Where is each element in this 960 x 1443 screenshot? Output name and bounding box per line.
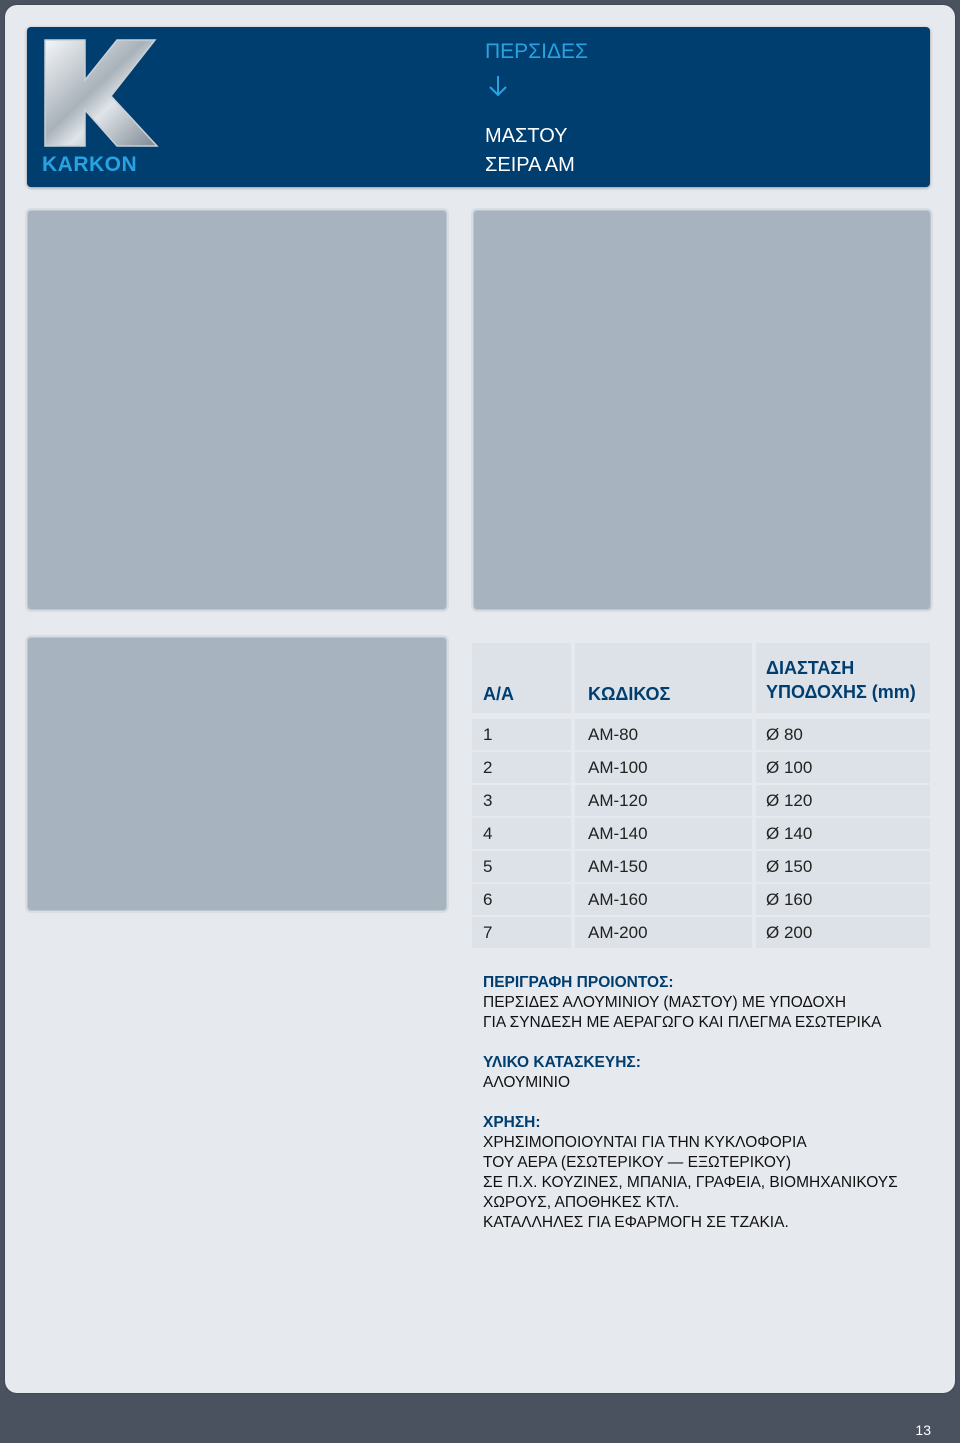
cell-dimension: Ø 140 [756,818,930,849]
product-image-3 [27,637,447,911]
cell-aa: 3 [472,785,571,816]
cell-aa: 7 [472,917,571,948]
col-header-dimension: ΔΙΑΣΤΑΣΗ ΥΠΟΔΟΧΗΣ (mm) [756,643,930,713]
cell-code: AM-120 [575,785,752,816]
usage-line: ΤΟΥ ΑΕΡΑ (ΕΣΩΤΕΡΙΚΟΥ — ΕΞΩΤΕΡΙΚΟΥ) [483,1154,791,1171]
product-image-1 [27,210,447,610]
product-description [483,973,933,1033]
page-title: ΠΕΡΣΙΔΕΣ [485,40,589,63]
cell-dimension: Ø 150 [756,851,930,882]
logo-text: KARKON [42,153,138,176]
cell-aa: 6 [472,884,571,915]
cell-code: AM-140 [575,818,752,849]
usage-line: ΣΕ Π.Χ. ΚΟΥΖΙΝΕΣ, ΜΠΑΝΙΑ, ΓΡΑΦΕΙΑ, ΒΙΟΜΗΧΑΝΙΚΟΥΣ [483,1174,898,1191]
cell-dimension: Ø 200 [756,917,930,948]
cell-dimension: Ø 100 [756,752,930,783]
material-line: ΑΛΟΥΜΙΝΙΟ [483,1074,571,1091]
product-line: ΓΙΑ ΣΥΝΔΕΣΗ ΜΕ ΑΕΡΑΓΩΓΟ ΚΑΙ ΠΛΕΓΜΑ ΕΣΩΤΕΡΙΚΑ [483,1014,882,1031]
material-label: ΥΛΙΚΟ ΚΑΤΑΣΚΕΥΗΣ: [483,1054,641,1071]
cell-aa: 1 [472,719,571,750]
cell-code: AM-100 [575,752,752,783]
usage-line: ΚΑΤΑΛΛΗΛΕΣ ΓΙΑ ΕΦΑΡΜΟΓΗ ΣΕ ΤΖΑΚΙΑ. [483,1214,789,1231]
header-subtitle [485,122,575,180]
arrow-down-icon [488,74,508,98]
cell-dimension: Ø 120 [756,785,930,816]
cell-code: AM-160 [575,884,752,915]
usage-line: ΧΡΗΣΙΜΟΠΟΙΟΥΝΤΑΙ ΓΙΑ ΤΗΝ ΚΥΚΛΟΦΟΡΙΑ [483,1134,807,1151]
material [483,1053,933,1093]
cell-dimension: Ø 80 [756,719,930,750]
description [483,973,933,1253]
col-header-code: ΚΩΔΙΚΟΣ [575,643,752,713]
col-header-aa: Α/Α [472,643,571,713]
product-line: ΠΕΡΣΙΔΕΣ ΑΛΟΥΜΙΝΙΟΥ (ΜΑΣΤΟΥ) ΜΕ ΥΠΟΔΟΧΗ [483,994,847,1011]
cell-aa: 4 [472,818,571,849]
usage-line: ΧΩΡΟΥΣ, ΑΠΟΘΗΚΕΣ ΚΤΛ. [483,1194,680,1211]
product-description-label: ΠΕΡΙΓΡΑΦΗ ΠΡΟΙΟΝΤΟΣ: [483,974,674,991]
cell-aa: 5 [472,851,571,882]
cell-dimension: Ø 160 [756,884,930,915]
header-banner [27,27,930,187]
cell-code: AM-150 [575,851,752,882]
subtitle-line-1: ΜΑΣΤΟΥ [485,125,568,147]
subtitle-line-2: ΣΕΙΡΑ ΑΜ [485,154,575,176]
page-number: 13 [915,1422,931,1438]
cell-code: AM-80 [575,719,752,750]
usage [483,1113,933,1233]
usage-label: ΧΡΗΣΗ: [483,1114,541,1131]
cell-code: AM-200 [575,917,752,948]
cell-aa: 2 [472,752,571,783]
product-image-2 [473,210,931,610]
